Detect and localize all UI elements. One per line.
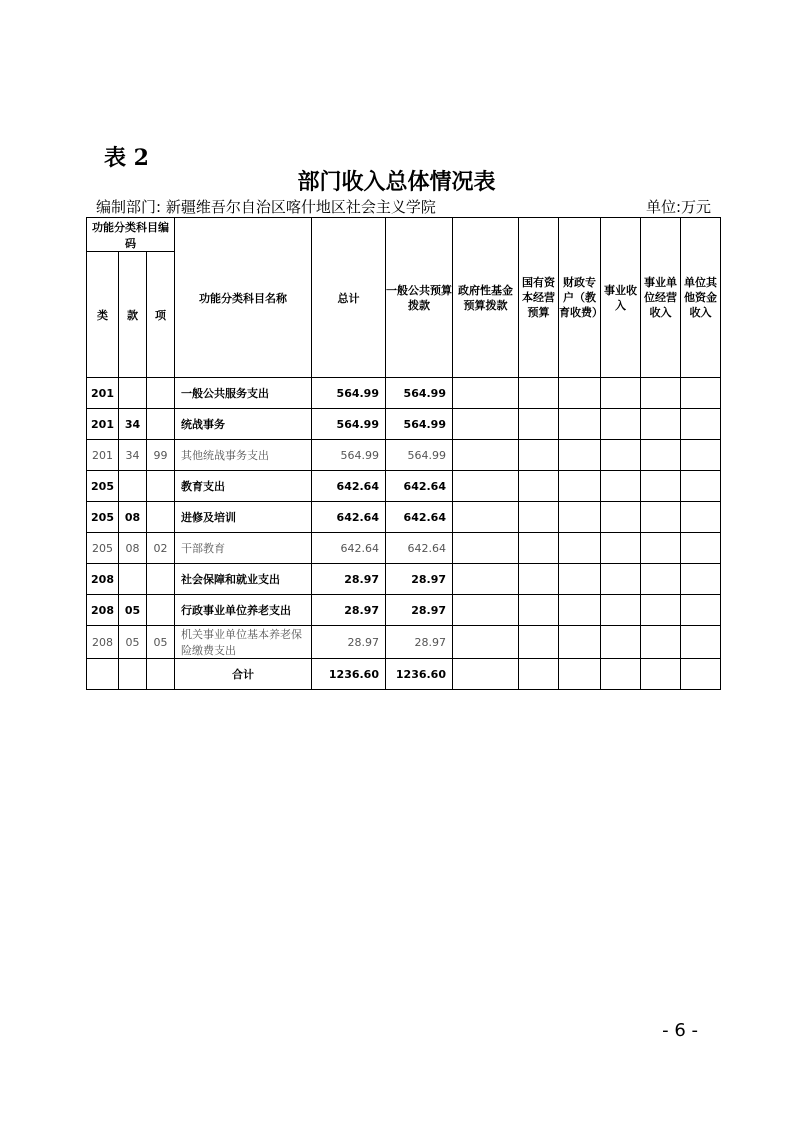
total-header: 总计 xyxy=(312,218,386,378)
empty-cell xyxy=(559,409,601,440)
total-cell: 28.97 xyxy=(312,564,386,595)
empty-cell xyxy=(559,378,601,409)
empty-cell xyxy=(453,409,519,440)
empty-cell xyxy=(453,502,519,533)
table-row xyxy=(87,471,721,502)
xiang-cell xyxy=(147,471,175,502)
total-row xyxy=(87,659,721,690)
empty-cell xyxy=(601,471,641,502)
general-cell: 1236.60 xyxy=(386,659,453,690)
kuan-cell: 05 xyxy=(119,626,147,659)
empty-cell xyxy=(453,471,519,502)
total-cell: 564.99 xyxy=(312,409,386,440)
lei-cell: 205 xyxy=(87,502,119,533)
total-cell: 642.64 xyxy=(312,502,386,533)
table-row xyxy=(87,440,721,471)
kuan-cell: 34 xyxy=(119,409,147,440)
total-cell: 28.97 xyxy=(312,595,386,626)
general-cell: 642.64 xyxy=(386,471,453,502)
empty-cell xyxy=(681,533,721,564)
xiang-cell xyxy=(147,409,175,440)
xiang-cell xyxy=(147,595,175,626)
xiang-cell xyxy=(147,564,175,595)
name-cell: 干部教育 xyxy=(175,533,312,564)
lei-cell: 208 xyxy=(87,626,119,659)
general-cell: 564.99 xyxy=(386,409,453,440)
lei-cell: 201 xyxy=(87,378,119,409)
name-cell: 教育支出 xyxy=(175,471,312,502)
total-cell: 28.97 xyxy=(312,626,386,659)
empty-cell xyxy=(519,595,559,626)
empty-cell xyxy=(681,471,721,502)
name-cell: 统战事务 xyxy=(175,409,312,440)
general-cell: 642.64 xyxy=(386,533,453,564)
name-cell: 进修及培训 xyxy=(175,502,312,533)
empty-cell xyxy=(681,595,721,626)
lei-cell: 205 xyxy=(87,471,119,502)
empty-cell xyxy=(601,595,641,626)
empty-cell xyxy=(601,502,641,533)
lei-cell: 208 xyxy=(87,564,119,595)
kuan-cell: 08 xyxy=(119,502,147,533)
empty-cell xyxy=(601,533,641,564)
empty-cell xyxy=(641,595,681,626)
page-title: 部门收入总体情况表 xyxy=(297,170,496,195)
name-cell: 机关事业单位基本养老保险缴费支出 xyxy=(175,626,312,659)
empty-cell xyxy=(559,626,601,659)
name-cell: 社会保障和就业支出 xyxy=(175,564,312,595)
empty-cell xyxy=(559,502,601,533)
empty-cell xyxy=(559,595,601,626)
lei-cell: 208 xyxy=(87,595,119,626)
xiang-header: 项 xyxy=(147,252,175,378)
total-cell: 642.64 xyxy=(312,533,386,564)
xiang-cell: 02 xyxy=(147,533,175,564)
empty-cell xyxy=(641,502,681,533)
xiang-cell xyxy=(147,502,175,533)
empty-cell xyxy=(681,440,721,471)
empty-cell xyxy=(453,595,519,626)
kuan-header: 款 xyxy=(119,252,147,378)
empty-cell xyxy=(453,626,519,659)
general-cell: 564.99 xyxy=(386,378,453,409)
empty-cell xyxy=(601,564,641,595)
empty-cell xyxy=(681,564,721,595)
empty-cell xyxy=(641,440,681,471)
table-row xyxy=(87,626,721,659)
general-cell: 28.97 xyxy=(386,595,453,626)
general-cell: 28.97 xyxy=(386,564,453,595)
table-number-label: 表 2 xyxy=(104,145,149,171)
empty-cell xyxy=(453,440,519,471)
total-cell: 564.99 xyxy=(312,378,386,409)
table-row xyxy=(87,533,721,564)
kuan-cell: 34 xyxy=(119,440,147,471)
xiang-cell: 99 xyxy=(147,440,175,471)
department-label: 编制部门: 新疆维吾尔自治区喀什地区社会主义学院 xyxy=(96,198,436,216)
kuan-cell: 05 xyxy=(119,595,147,626)
lei-cell: 201 xyxy=(87,440,119,471)
total-label: 合计 xyxy=(175,659,312,690)
kuan-cell xyxy=(119,378,147,409)
general-cell: 642.64 xyxy=(386,502,453,533)
lei-cell: 201 xyxy=(87,409,119,440)
empty-cell xyxy=(641,471,681,502)
fund-budget-header: 政府性基金预算拨款 xyxy=(453,218,519,378)
kuan-cell xyxy=(119,564,147,595)
empty-cell xyxy=(453,378,519,409)
empty-cell xyxy=(559,533,601,564)
xiang-cell xyxy=(147,378,175,409)
empty-cell xyxy=(519,533,559,564)
code-group-header: 功能分类科目编码 xyxy=(87,218,175,252)
empty-cell xyxy=(641,533,681,564)
empty-cell xyxy=(559,471,601,502)
table-row xyxy=(87,564,721,595)
empty-cell xyxy=(641,626,681,659)
page-number: - 6 - xyxy=(662,1020,698,1041)
empty-cell xyxy=(601,378,641,409)
lei-header: 类 xyxy=(87,252,119,378)
unit-business-income-header: 事业单位经营收入 xyxy=(641,218,681,378)
general-budget-header: 一般公共预算拨款 xyxy=(386,218,453,378)
empty-cell xyxy=(601,440,641,471)
empty-cell xyxy=(519,378,559,409)
empty-cell xyxy=(519,409,559,440)
empty-cell xyxy=(601,626,641,659)
general-cell: 564.99 xyxy=(386,440,453,471)
empty-cell xyxy=(681,502,721,533)
name-header: 功能分类科目名称 xyxy=(175,218,312,378)
total-cell: 642.64 xyxy=(312,471,386,502)
empty-cell xyxy=(519,626,559,659)
empty-cell xyxy=(519,440,559,471)
empty-cell xyxy=(641,409,681,440)
empty-cell xyxy=(519,471,559,502)
state-capital-header: 国有资本经营预算 xyxy=(519,218,559,378)
business-income-header: 事业收入 xyxy=(601,218,641,378)
empty-cell xyxy=(559,564,601,595)
lei-cell: 205 xyxy=(87,533,119,564)
general-cell: 28.97 xyxy=(386,626,453,659)
empty-cell xyxy=(681,626,721,659)
empty-cell xyxy=(559,440,601,471)
unit-label: 单位:万元 xyxy=(645,198,711,216)
empty-cell xyxy=(641,564,681,595)
empty-cell xyxy=(641,378,681,409)
empty-cell xyxy=(519,564,559,595)
table-row xyxy=(87,378,721,409)
kuan-cell: 08 xyxy=(119,533,147,564)
fiscal-special-header: 财政专户（教育收费） xyxy=(559,218,601,378)
xiang-cell: 05 xyxy=(147,626,175,659)
table-row xyxy=(87,409,721,440)
total-cell: 1236.60 xyxy=(312,659,386,690)
empty-cell xyxy=(519,502,559,533)
total-cell: 564.99 xyxy=(312,440,386,471)
kuan-cell xyxy=(119,471,147,502)
income-table xyxy=(86,217,721,690)
table-row xyxy=(87,595,721,626)
name-cell: 行政事业单位养老支出 xyxy=(175,595,312,626)
table-row xyxy=(87,502,721,533)
other-income-header: 单位其他资金收入 xyxy=(681,218,721,378)
empty-cell xyxy=(453,533,519,564)
empty-cell xyxy=(453,564,519,595)
empty-cell xyxy=(681,409,721,440)
name-cell: 其他统战事务支出 xyxy=(175,440,312,471)
empty-cell xyxy=(681,378,721,409)
name-cell: 一般公共服务支出 xyxy=(175,378,312,409)
empty-cell xyxy=(601,409,641,440)
